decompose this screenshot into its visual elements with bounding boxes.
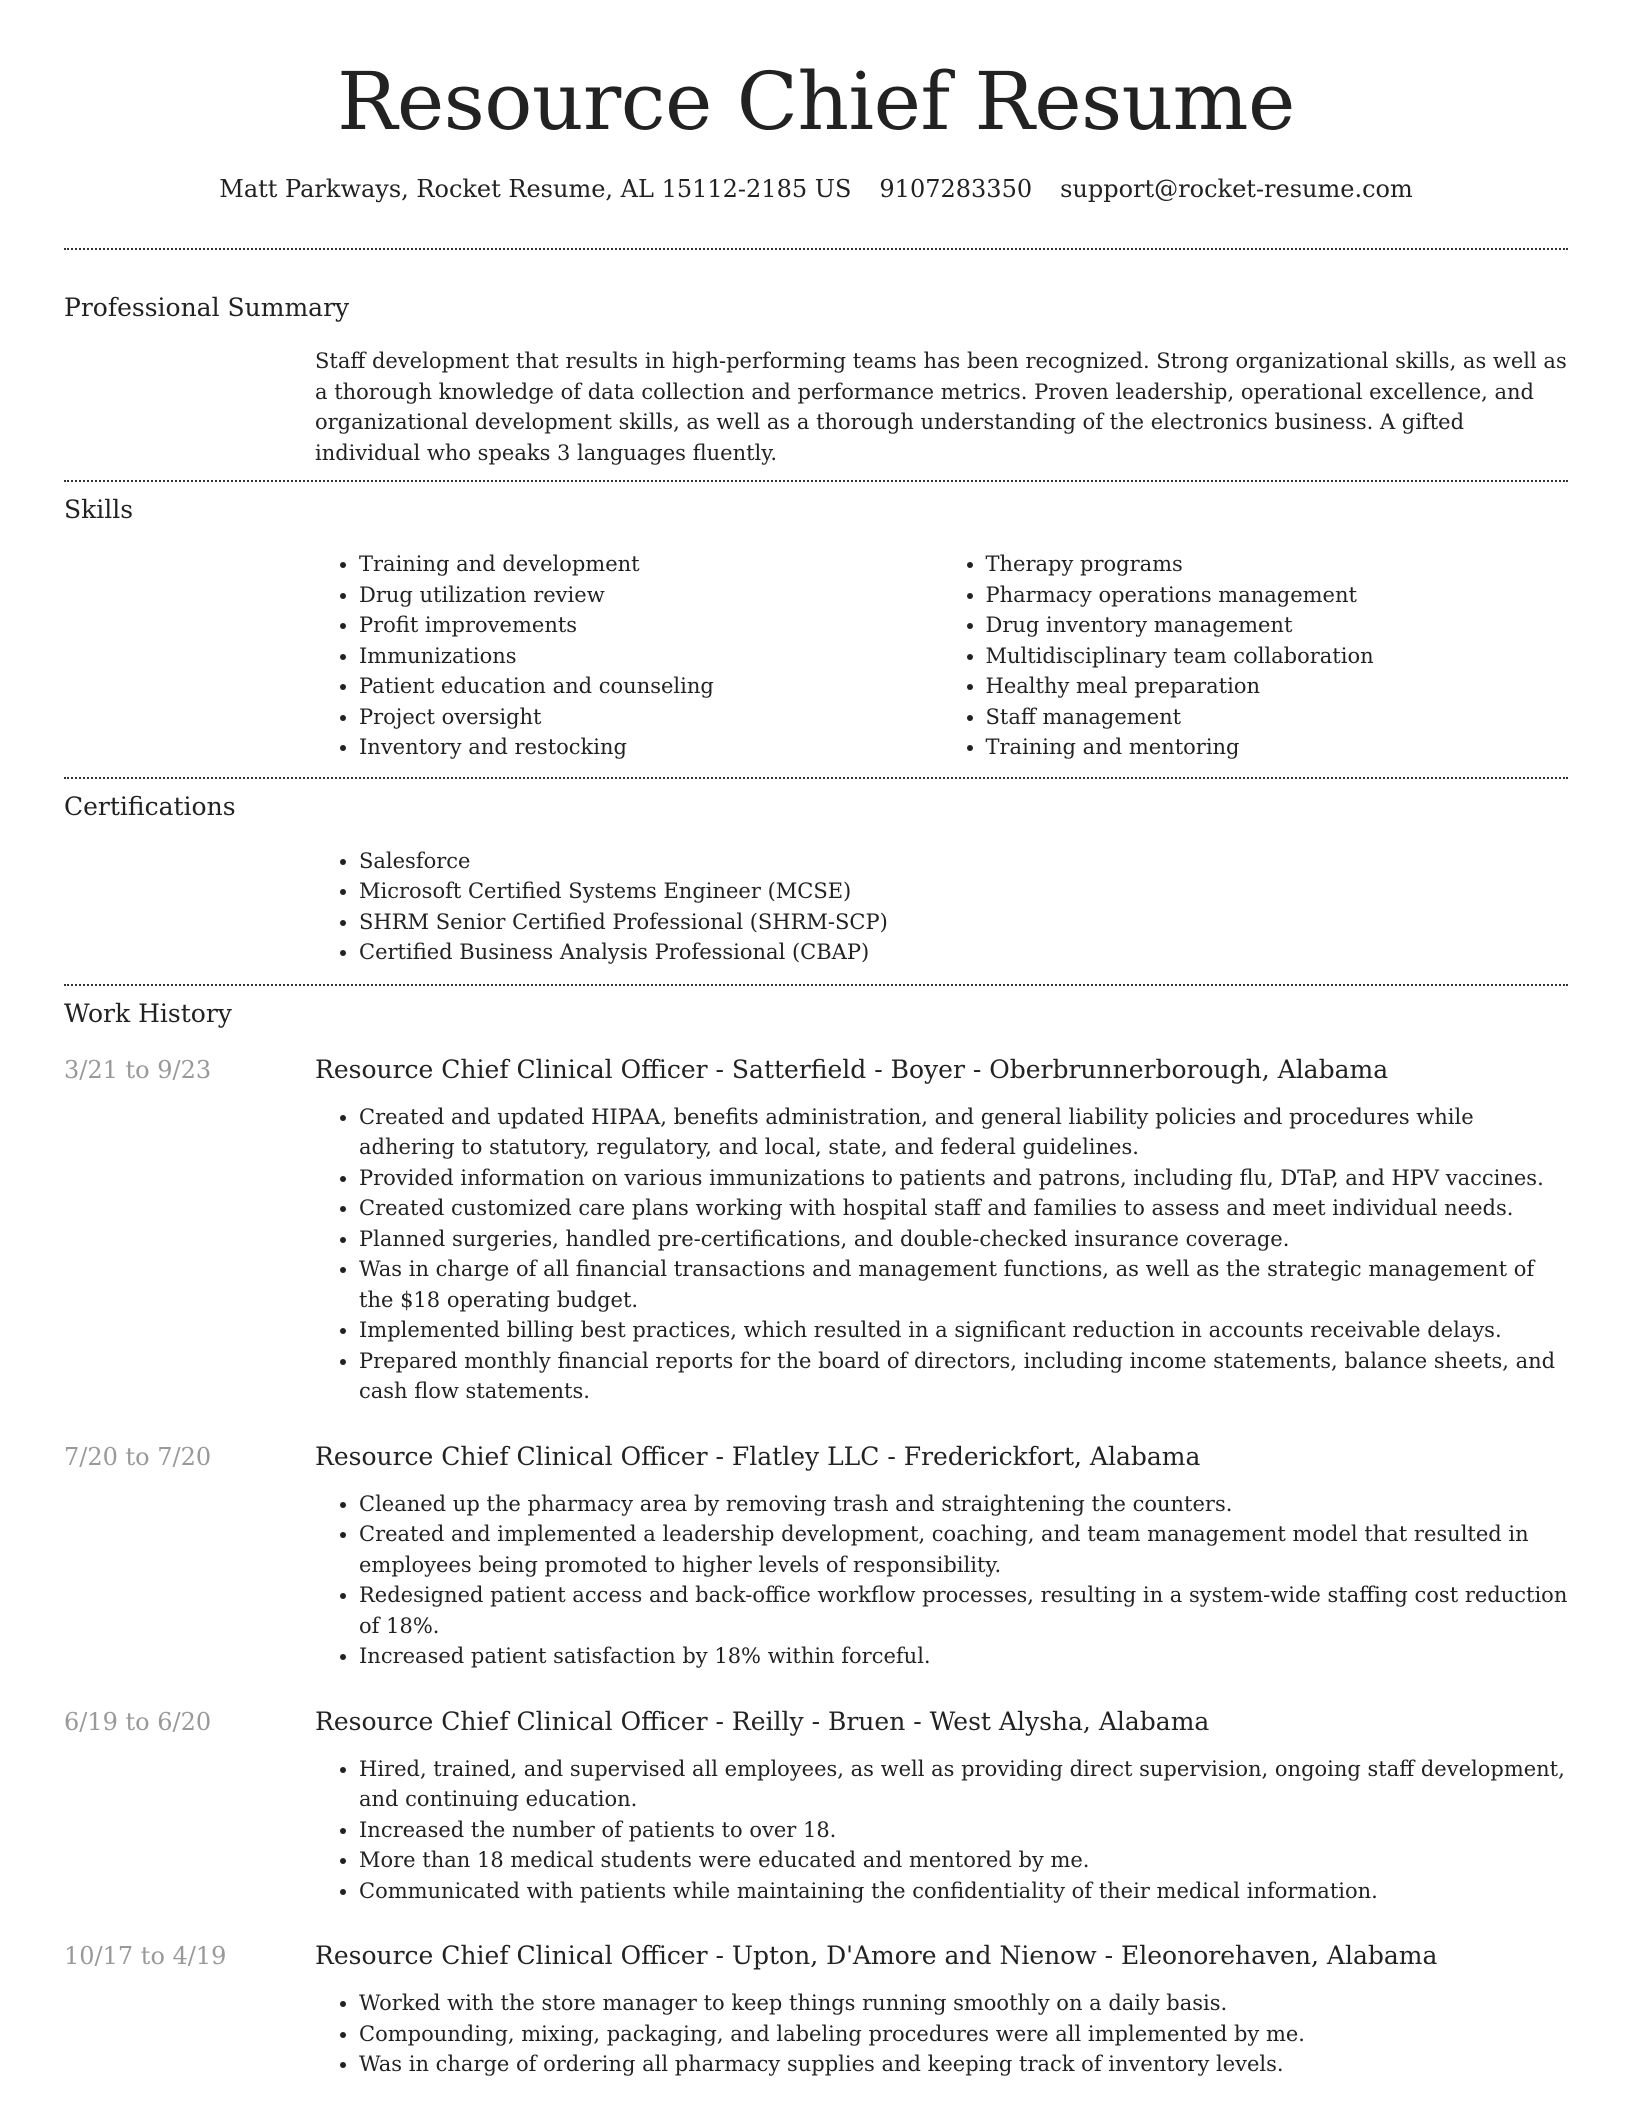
job-bullet: • Planned surgeries, handled pre-certifications, and double-checked insurance coverage. [359,1224,1568,1255]
skill-item: • Patient education and counseling [359,671,942,702]
certification-item: • SHRM Senior Certified Professional (SHRM-SCP) [359,907,1568,938]
skill-item: • Project oversight [359,702,942,733]
skill-item: • Immunizations [359,641,942,672]
job-dates: 3/21 to 9/23 [64,1055,212,1084]
summary-heading: Professional Summary [64,293,350,322]
job-bullet: • Was in charge of ordering all pharmacy supplies and keeping track of inventory levels. [359,2049,1568,2080]
job-body [315,1054,1568,1407]
job-bullet: • Compounding, mixing, packaging, and labeling procedures were all implemented by me. [359,2019,1568,2050]
certifications-content [315,846,1568,968]
job-bullet: • Increased patient satisfaction by 18% within forceful. [359,1641,1568,1672]
skill-item: • Training and development [359,549,942,580]
job-bullet: • Provided information on various immunizations to patients and patrons, including flu, DTaP, and HPV vaccines. [359,1163,1568,1194]
job-title: Resource Chief Clinical Officer - Satterfield - Boyer - Oberbrunnerborough, Alabama [315,1054,1389,1084]
job-entry [64,1706,1568,1907]
skill-item: • Profit improvements [359,610,942,641]
skill-item: • Training and mentoring [986,732,1569,763]
certifications-list [315,846,1568,968]
skill-item: • Pharmacy operations management [986,580,1569,611]
skills-columns [315,549,1568,763]
job-bullet: • Worked with the store manager to keep things running smoothly on a daily basis. [359,1988,1568,2019]
job-list [64,1054,1568,2080]
skill-item: • Staff management [986,702,1569,733]
job-bullet: • Created and implemented a leadership development, coaching, and team management model that resulted in employees being promoted to higher levels of responsibility. [359,1519,1568,1580]
certifications-heading: Certifications [64,791,236,821]
job-entry [64,1054,1568,1407]
job-dates: 6/19 to 6/20 [64,1707,212,1736]
job-entry [64,1940,1568,2080]
contact-line [64,172,1568,206]
certification-item: • Salesforce [359,846,1568,877]
job-bullet: • More than 18 medical students were educated and mentored by me. [359,1845,1568,1876]
skill-item: • Drug inventory management [986,610,1569,641]
certification-item: • Microsoft Certified Systems Engineer (MCSE) [359,876,1568,907]
contact-phone: 9107283350 [879,175,1033,203]
job-body [315,1940,1568,2080]
skills-list-right [942,549,1569,763]
skill-item: • Inventory and restocking [359,732,942,763]
job-body [315,1706,1568,1907]
work-history-heading: Work History [64,998,232,1028]
work-history-section [64,986,1568,2080]
job-bullet: • Prepared monthly financial reports for the board of directors, including income statements, balance sheets, and cash flow statements. [359,1346,1568,1407]
summary-text: Staff development that results in high-performing teams has been recognized. Strong organizational skills, as well as a thorough knowledge of data collection and performance metrics. Proven leadership, operational excellence, and organizational development skills, as well as a thorough understanding of the electronics business. A gifted individual who speaks 3 languages fluently. [315,349,1567,465]
job-entry [64,1441,1568,1672]
job-bullet: • Increased the number of patients to over 18. [359,1815,1568,1846]
job-bullet: • Communicated with patients while maintaining the confidentiality of their medical information. [359,1876,1568,1907]
skill-item: • Drug utilization review [359,580,942,611]
skill-item: • Therapy programs [986,549,1569,580]
job-bullet: • Cleaned up the pharmacy area by removing trash and straightening the counters. [359,1489,1568,1520]
certifications-section [64,779,1568,984]
job-body [315,1441,1568,1672]
job-title: Resource Chief Clinical Officer - Reilly - Bruen - West Alysha, Alabama [315,1706,1210,1736]
job-dates: 10/17 to 4/19 [64,1942,227,1970]
job-bullet: • Created customized care plans working with hospital staff and families to assess and meet individual needs. [359,1193,1568,1224]
certification-item: • Certified Business Analysis Professional (CBAP) [359,937,1568,968]
job-bullet: • Hired, trained, and supervised all employees, as well as providing direct supervision, ongoing staff development, and continuing education. [359,1754,1568,1815]
skills-heading: Skills [64,495,134,524]
summary-section [64,250,1568,480]
job-title: Resource Chief Clinical Officer - Flatley LLC - Frederickfort, Alabama [315,1441,1201,1471]
job-bullet: • Created and updated HIPAA, benefits administration, and general liability policies and procedures while adhering to statutory, regulatory, and local, state, and federal guidelines. [359,1102,1568,1163]
job-bullet: • Redesigned patient access and back-office workflow processes, resulting in a system-wide staffing cost reduction of 18%. [359,1580,1568,1641]
job-bullet: • Implemented billing best practices, which resulted in a significant reduction in accounts receivable delays. [359,1315,1568,1346]
job-bullet: • Was in charge of all financial transactions and management functions, as well as the strategic management of the $18 operating budget. [359,1254,1568,1315]
job-title: Resource Chief Clinical Officer - Upton, D'Amore and Nienow - Eleonorehaven, Alabama [315,1941,1438,1970]
job-bullets [315,1754,1568,1907]
contact-email[interactable]: support@rocket-resume.com [1060,175,1413,203]
job-bullets [315,1489,1568,1672]
page-title: Resource Chief Resume [337,55,1295,148]
skill-item: • Multidisciplinary team collaboration [986,641,1569,672]
contact-address: Matt Parkways, Rocket Resume, AL 15112-2185 US [219,175,852,203]
skills-list-left [315,549,942,763]
job-bullets [315,1988,1568,2080]
skill-item: • Healthy meal preparation [986,671,1569,702]
job-dates: 7/20 to 7/20 [64,1442,212,1471]
job-bullets [315,1102,1568,1407]
skills-section [64,482,1568,777]
